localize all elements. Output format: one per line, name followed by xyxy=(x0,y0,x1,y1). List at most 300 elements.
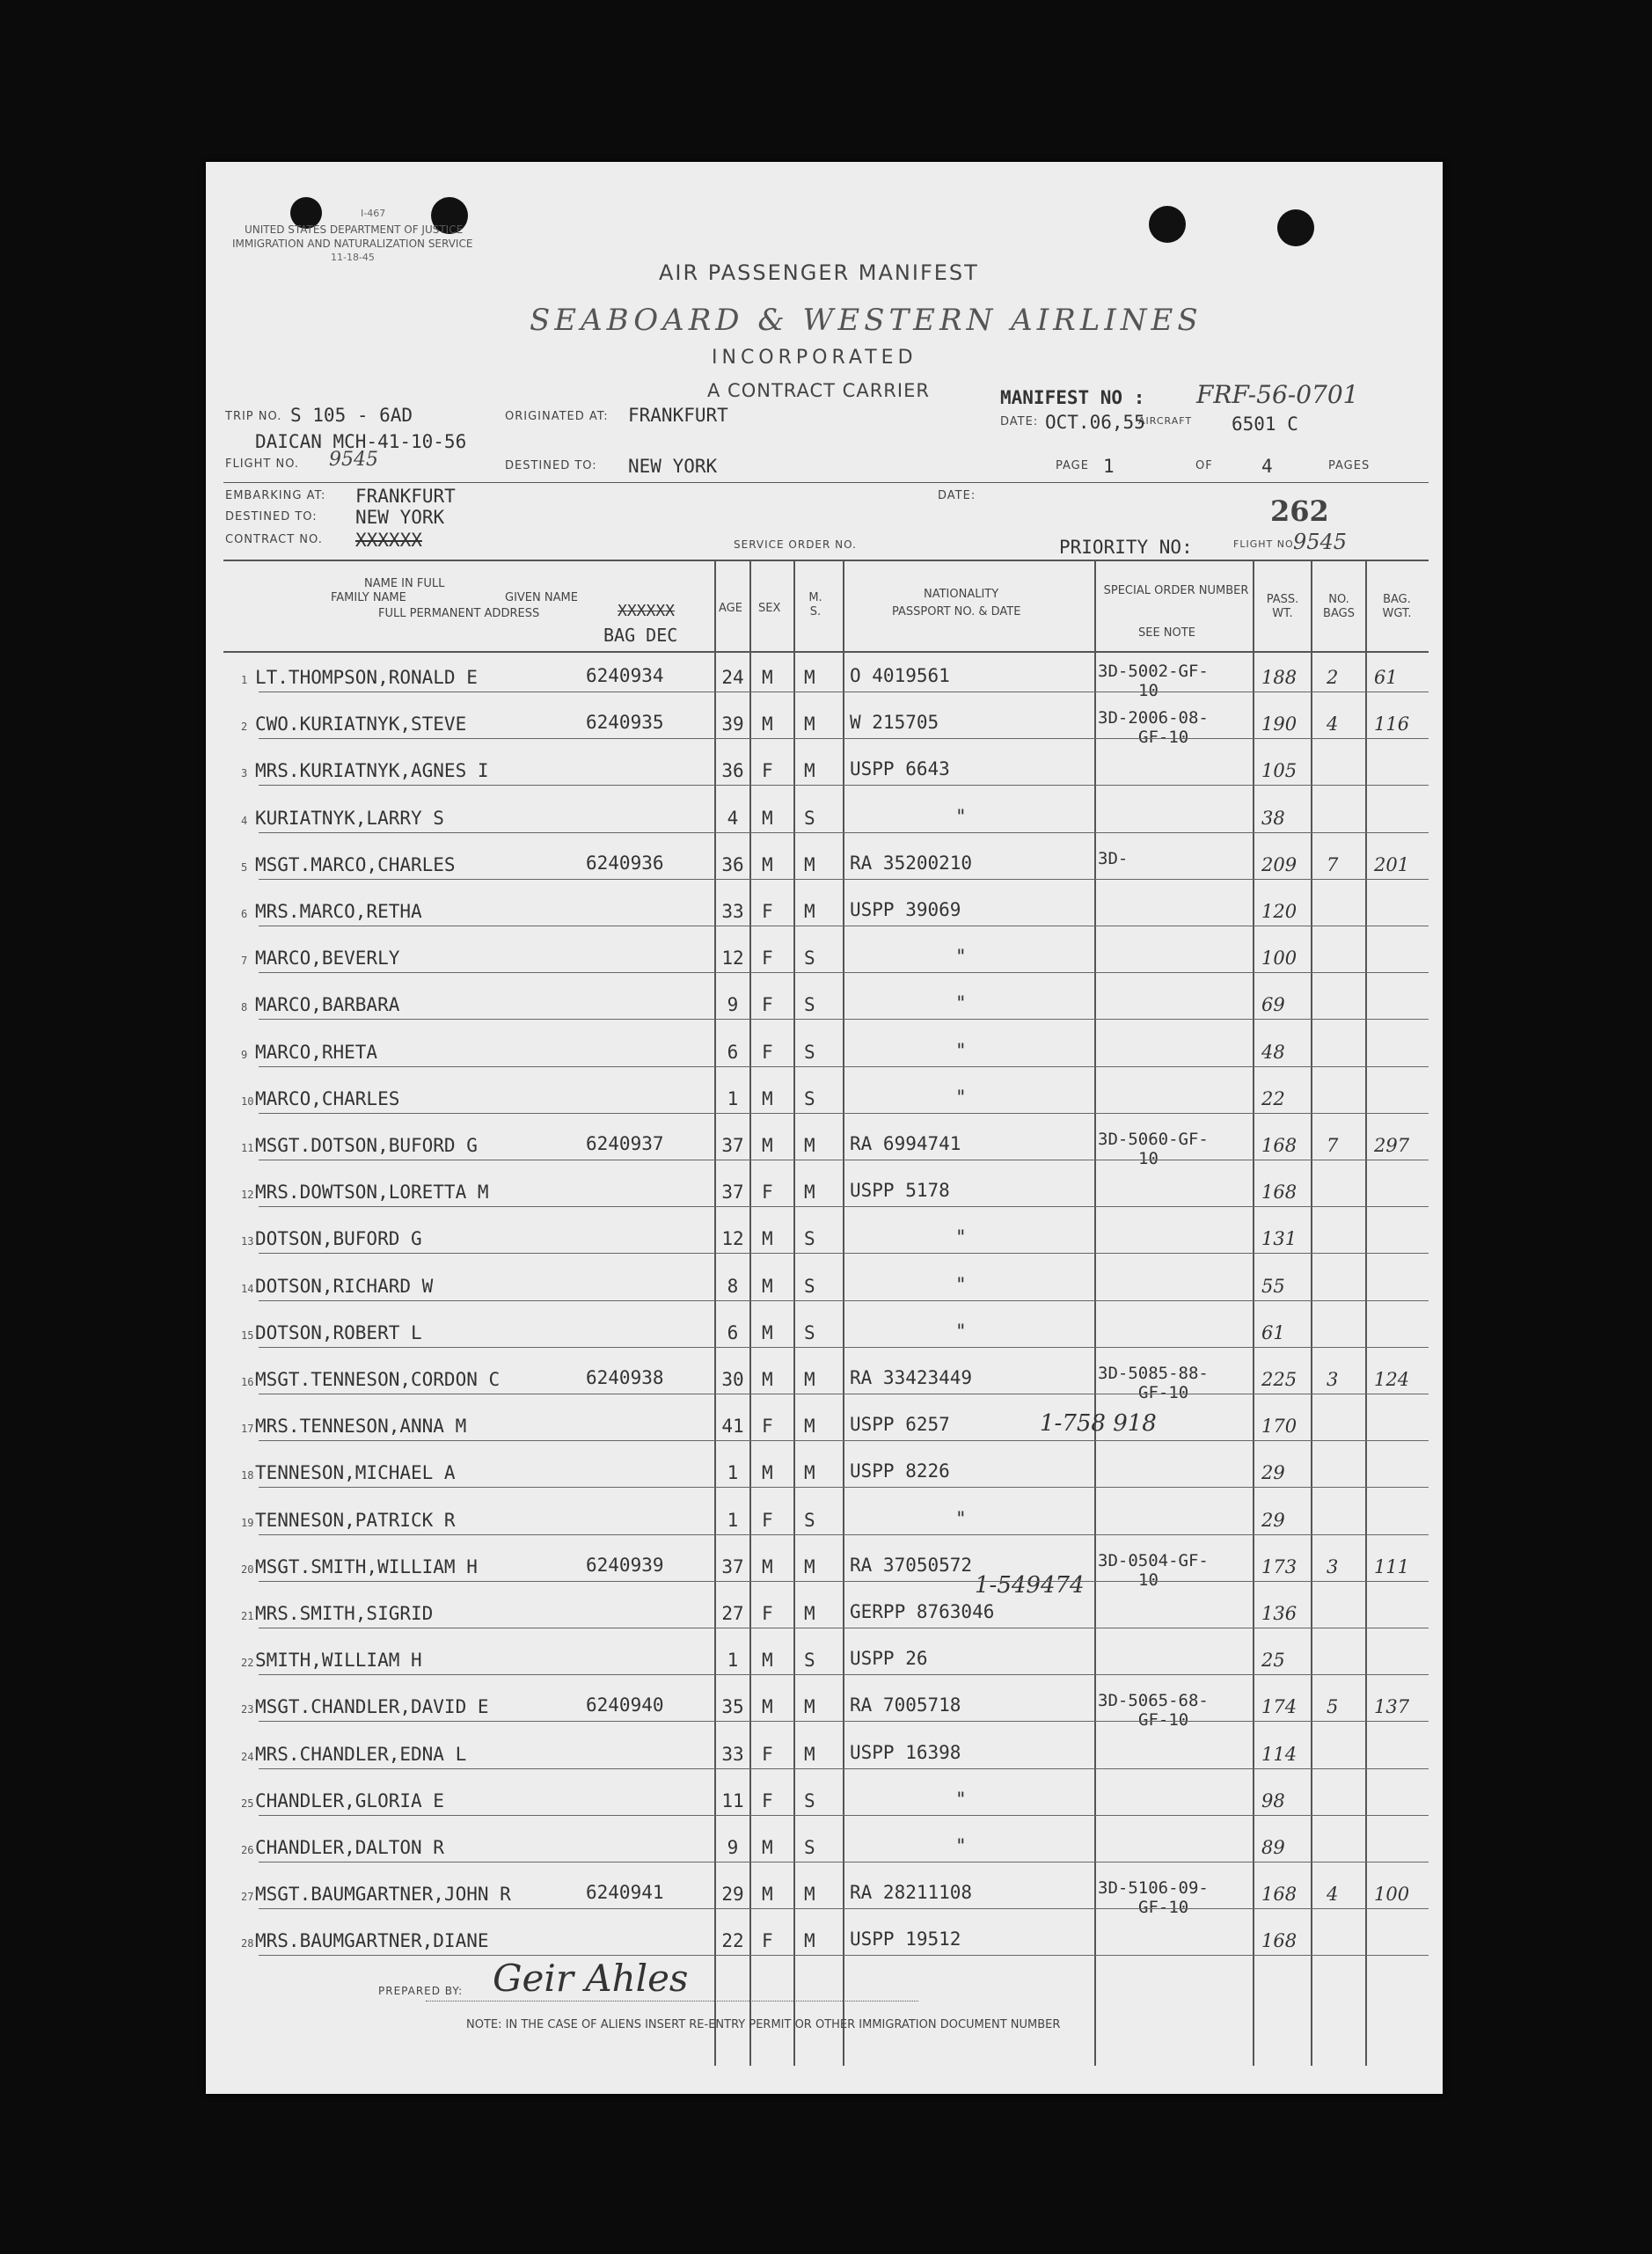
passenger-weight-cell: 114 xyxy=(1261,1744,1297,1765)
bags-count-cell: 3 xyxy=(1327,1369,1339,1390)
passenger-name: TENNESON,PATRICK R xyxy=(255,1510,456,1531)
table-row xyxy=(206,708,1443,752)
marital-status-cell: S xyxy=(804,994,815,1015)
passenger-weight-cell: 29 xyxy=(1261,1462,1285,1483)
sex-cell: F xyxy=(762,1182,773,1203)
header-divider xyxy=(223,482,1429,483)
row-rule xyxy=(259,1019,1429,1020)
manifest-page xyxy=(206,162,1443,2094)
passenger-weight-cell: 174 xyxy=(1261,1696,1297,1717)
passport-cell: USPP 6257 xyxy=(850,1414,950,1435)
passenger-weight-cell: 168 xyxy=(1261,1884,1297,1905)
age-cell: 6 xyxy=(727,1042,739,1063)
row-number: 22 xyxy=(241,1657,254,1669)
airline-name: SEABOARD & WESTERN AIRLINES xyxy=(530,303,1202,338)
passport-cell: USPP 26 xyxy=(850,1648,928,1669)
col-header-see-note: SEE NOTE xyxy=(1138,626,1195,640)
passenger-weight-cell: 173 xyxy=(1261,1556,1297,1577)
passenger-weight-cell: 225 xyxy=(1261,1369,1297,1390)
passenger-weight-cell: 89 xyxy=(1261,1837,1285,1858)
form-number: I-467 xyxy=(361,208,386,219)
age-cell: 27 xyxy=(721,1603,744,1624)
row-number: 19 xyxy=(241,1517,254,1529)
special-order-cont: GF-10 xyxy=(1138,1898,1189,1917)
passport-cell: USPP 16398 xyxy=(850,1742,961,1763)
table-row xyxy=(206,802,1443,846)
row-number: 8 xyxy=(241,1001,248,1014)
bags-count-cell: 4 xyxy=(1327,714,1339,735)
date-label: DATE: xyxy=(1000,415,1039,428)
age-cell: 6 xyxy=(727,1322,739,1343)
passenger-name: MARCO,CHARLES xyxy=(255,1088,400,1109)
passenger-name: MSGT.DOTSON,BUFORD G xyxy=(255,1135,478,1156)
age-cell: 37 xyxy=(721,1556,744,1577)
marital-status-cell: M xyxy=(804,1603,815,1624)
age-cell: 36 xyxy=(721,854,744,875)
marital-status-cell: M xyxy=(804,714,815,735)
table-row xyxy=(206,849,1443,893)
marital-status-cell: S xyxy=(804,1228,815,1249)
special-order-cell: 3D- xyxy=(1098,849,1129,868)
col-header-age: AGE xyxy=(719,602,742,615)
marital-status-cell: S xyxy=(804,1510,815,1531)
table-row xyxy=(206,1130,1443,1174)
passenger-weight-cell: 136 xyxy=(1261,1603,1297,1624)
of-label: OF xyxy=(1195,459,1213,472)
age-cell: 39 xyxy=(721,714,744,735)
passport-cell: " xyxy=(955,946,967,967)
row-rule xyxy=(259,1768,1429,1769)
special-order-cont: 10 xyxy=(1138,681,1159,700)
table-row xyxy=(206,1878,1443,1922)
col-header-family: FAMILY NAME xyxy=(331,591,406,604)
bag-dec-number: 6240934 xyxy=(586,665,664,686)
marital-status-cell: M xyxy=(804,1930,815,1951)
row-rule xyxy=(259,1113,1429,1114)
passport-cell: " xyxy=(955,1087,967,1108)
marital-status-cell: M xyxy=(804,1135,815,1156)
manifest-label: MANIFEST NO : xyxy=(1000,387,1145,408)
special-order-cell: 3D-0504-GF- xyxy=(1098,1551,1209,1570)
flight2-value: 9545 xyxy=(1293,530,1348,554)
passport-cell: USPP 5178 xyxy=(850,1180,950,1201)
row-rule xyxy=(259,1300,1429,1301)
table-row xyxy=(206,1223,1443,1267)
table-row xyxy=(206,1410,1443,1454)
special-order-cont: 10 xyxy=(1138,1570,1159,1590)
passenger-weight-cell: 170 xyxy=(1261,1416,1297,1437)
sex-cell: F xyxy=(762,994,773,1015)
row-rule xyxy=(259,1534,1429,1535)
special-order-cell: 3D-5060-GF- xyxy=(1098,1130,1209,1149)
flight2-label: FLIGHT NO. xyxy=(1233,538,1297,550)
row-number: 15 xyxy=(241,1329,254,1342)
passenger-name: MARCO,RHETA xyxy=(255,1042,378,1063)
row-rule xyxy=(259,879,1429,880)
marital-status-cell: M xyxy=(804,1884,815,1905)
priority-label: PRIORITY NO: xyxy=(1059,537,1193,558)
row-rule xyxy=(259,1721,1429,1722)
age-cell: 8 xyxy=(727,1276,739,1297)
sex-cell: F xyxy=(762,1416,773,1437)
age-cell: 41 xyxy=(721,1416,744,1437)
row-rule xyxy=(259,1440,1429,1441)
trip-number: S 105 - 6AD xyxy=(290,405,413,426)
row-number: 25 xyxy=(241,1797,254,1810)
punch-hole-icon xyxy=(1149,206,1186,243)
table-row xyxy=(206,1832,1443,1876)
contract-label: CONTRACT NO. xyxy=(225,533,323,546)
table-row xyxy=(206,1925,1443,1969)
passport-cell: USPP 39069 xyxy=(850,899,961,920)
of-value: 4 xyxy=(1261,456,1273,477)
sex-cell: M xyxy=(762,1462,773,1483)
age-cell: 36 xyxy=(721,760,744,781)
date2-label: DATE: xyxy=(938,489,976,502)
sex-cell: M xyxy=(762,1088,773,1109)
special-order-cont: GF-10 xyxy=(1138,728,1189,747)
row-rule xyxy=(259,1066,1429,1067)
passenger-weight-cell: 120 xyxy=(1261,901,1297,922)
marital-status-cell: M xyxy=(804,1182,815,1203)
table-row xyxy=(206,1457,1443,1501)
col-header-order: SPECIAL ORDER NUMBER xyxy=(1103,584,1249,597)
sex-cell: F xyxy=(762,901,773,922)
age-cell: 33 xyxy=(721,1744,744,1765)
bag-dec-number: 6240939 xyxy=(586,1555,664,1576)
passport-cell: " xyxy=(955,1321,967,1342)
destined-value: NEW YORK xyxy=(628,456,718,477)
marital-status-cell: S xyxy=(804,1276,815,1297)
bag-dec-number: 6240941 xyxy=(586,1882,664,1903)
sex-cell: F xyxy=(762,760,773,781)
table-row xyxy=(206,1691,1443,1735)
row-rule xyxy=(259,1908,1429,1909)
row-number: 10 xyxy=(241,1095,254,1108)
row-number: 11 xyxy=(241,1142,254,1154)
handwritten-permit: 1-758 918 xyxy=(1040,1410,1157,1437)
passenger-name: MRS.TENNESON,ANNA M xyxy=(255,1416,467,1437)
sex-cell: M xyxy=(762,667,773,688)
marital-status-cell: M xyxy=(804,1369,815,1390)
row-number: 18 xyxy=(241,1469,254,1482)
passenger-name: TENNESON,MICHAEL A xyxy=(255,1462,456,1483)
marital-status-cell: M xyxy=(804,667,815,688)
carrier-label: A CONTRACT CARRIER xyxy=(707,380,930,401)
pages-label: PAGES xyxy=(1328,459,1371,472)
special-order-cell: 3D-5002-GF- xyxy=(1098,662,1209,681)
contract-value: XXXXXX xyxy=(355,530,422,551)
age-cell: 37 xyxy=(721,1182,744,1203)
marital-status-cell: M xyxy=(804,854,815,875)
table-row xyxy=(206,1364,1443,1408)
age-cell: 9 xyxy=(727,1837,739,1858)
col-header-bagdec: BAG DEC xyxy=(603,625,678,646)
sex-cell: M xyxy=(762,1884,773,1905)
bag-dec-number: 6240936 xyxy=(586,853,664,874)
sex-cell: F xyxy=(762,1930,773,1951)
punch-hole-icon xyxy=(1277,209,1314,246)
sex-cell: M xyxy=(762,1228,773,1249)
col-header-pass-wt: PASS. WT. xyxy=(1266,593,1299,620)
row-number: 17 xyxy=(241,1423,254,1435)
age-cell: 12 xyxy=(721,1228,744,1249)
row-number: 7 xyxy=(241,955,248,967)
age-cell: 12 xyxy=(721,948,744,969)
passport-cell: USPP 19512 xyxy=(850,1928,961,1950)
service-name: IMMIGRATION AND NATURALIZATION SERVICE xyxy=(232,238,473,250)
destined2-value: NEW YORK xyxy=(355,507,445,528)
col-header-given: GIVEN NAME xyxy=(505,591,578,604)
age-cell: 29 xyxy=(721,1884,744,1905)
special-order-cont: GF-10 xyxy=(1138,1710,1189,1730)
passenger-weight-cell: 69 xyxy=(1261,994,1285,1015)
bag-dec-number: 6240940 xyxy=(586,1694,664,1716)
age-cell: 1 xyxy=(727,1650,739,1671)
passenger-name: MSGT.MARCO,CHARLES xyxy=(255,854,456,875)
table-row xyxy=(206,1644,1443,1688)
bags-count-cell: 5 xyxy=(1327,1696,1339,1717)
row-number: 23 xyxy=(241,1703,254,1716)
row-rule xyxy=(259,1206,1429,1207)
marital-status-cell: M xyxy=(804,1462,815,1483)
passport-cell: " xyxy=(955,1835,967,1856)
age-cell: 1 xyxy=(727,1462,739,1483)
table-row xyxy=(206,662,1443,706)
passenger-weight-cell: 168 xyxy=(1261,1930,1297,1951)
table-row xyxy=(206,989,1443,1033)
table-row xyxy=(206,942,1443,986)
table-row xyxy=(206,1598,1443,1642)
passenger-name: MRS.KURIATNYK,AGNES I xyxy=(255,760,489,781)
passport-cell: " xyxy=(955,1040,967,1061)
passport-cell: GERPP 8763046 xyxy=(850,1601,995,1622)
trip-label: TRIP NO. xyxy=(225,410,282,423)
marital-status-cell: S xyxy=(804,1837,815,1858)
col-header-sex: SEX xyxy=(758,602,781,615)
bag-weight-cell: 124 xyxy=(1374,1369,1410,1390)
age-cell: 11 xyxy=(721,1790,744,1811)
passenger-name: MRS.MARCO,RETHA xyxy=(255,901,422,922)
bag-weight-cell: 137 xyxy=(1374,1696,1410,1717)
bags-count-cell: 4 xyxy=(1327,1884,1339,1905)
destined-label: DESTINED TO: xyxy=(505,459,597,472)
passenger-name: MSGT.SMITH,WILLIAM H xyxy=(255,1556,478,1577)
passenger-name: DOTSON,RICHARD W xyxy=(255,1276,434,1297)
passenger-weight-cell: 98 xyxy=(1261,1790,1285,1811)
marital-status-cell: S xyxy=(804,948,815,969)
special-order-cell: 3D-5085-88- xyxy=(1098,1364,1209,1383)
table-row xyxy=(206,1176,1443,1220)
passenger-name: MSGT.BAUMGARTNER,JOHN R xyxy=(255,1884,511,1905)
row-number: 6 xyxy=(241,908,248,920)
passenger-weight-cell: 209 xyxy=(1261,854,1297,875)
bag-dec-number: 6240938 xyxy=(586,1367,664,1388)
aircraft-label: AIRCRAFT xyxy=(1138,415,1193,427)
row-rule xyxy=(259,785,1429,786)
row-number: 2 xyxy=(241,721,248,733)
passenger-name: KURIATNYK,LARRY S xyxy=(255,808,444,829)
sex-cell: M xyxy=(762,1556,773,1577)
table-row xyxy=(206,1036,1443,1080)
row-rule xyxy=(259,1487,1429,1488)
marital-status-cell: S xyxy=(804,1650,815,1671)
marital-status-cell: S xyxy=(804,808,815,829)
row-number: 28 xyxy=(241,1937,254,1950)
sex-cell: M xyxy=(762,1369,773,1390)
marital-status-cell: S xyxy=(804,1322,815,1343)
prepared-label: PREPARED BY: xyxy=(378,1985,464,1997)
sex-cell: M xyxy=(762,1322,773,1343)
row-number: 1 xyxy=(241,674,248,686)
age-cell: 1 xyxy=(727,1510,739,1531)
department-name: UNITED STATES DEPARTMENT OF JUSTICE xyxy=(245,223,464,236)
passport-cell: " xyxy=(955,1274,967,1295)
marital-status-cell: M xyxy=(804,760,815,781)
number-262: 262 xyxy=(1270,494,1329,528)
bag-weight-cell: 297 xyxy=(1374,1135,1410,1156)
marital-status-cell: S xyxy=(804,1790,815,1811)
col-header-name: NAME IN FULL xyxy=(364,577,445,590)
row-number: 16 xyxy=(241,1376,254,1388)
row-number: 4 xyxy=(241,815,248,827)
passport-cell: RA 37050572 xyxy=(850,1555,973,1576)
sex-cell: F xyxy=(762,1042,773,1063)
table-row xyxy=(206,896,1443,940)
row-rule xyxy=(259,738,1429,739)
row-number: 13 xyxy=(241,1235,254,1248)
age-cell: 30 xyxy=(721,1369,744,1390)
passenger-name: MARCO,BEVERLY xyxy=(255,948,400,969)
table-row xyxy=(206,1317,1443,1361)
row-number: 14 xyxy=(241,1283,254,1295)
bag-weight-cell: 100 xyxy=(1374,1884,1410,1905)
manifest-number: FRF-56-0701 xyxy=(1196,380,1359,409)
passport-cell: RA 33423449 xyxy=(850,1367,973,1388)
sex-cell: M xyxy=(762,1135,773,1156)
col-header-ms: M. S. xyxy=(808,591,822,618)
bags-count-cell: 3 xyxy=(1327,1556,1339,1577)
col-header-bag-wgt: BAG. WGT. xyxy=(1382,593,1412,620)
sex-cell: F xyxy=(762,1744,773,1765)
passenger-name: CHANDLER,GLORIA E xyxy=(255,1790,444,1811)
passport-cell: USPP 6643 xyxy=(850,758,950,779)
passenger-name: MARCO,BARBARA xyxy=(255,994,400,1015)
passport-cell: USPP 8226 xyxy=(850,1460,950,1482)
passenger-weight-cell: 29 xyxy=(1261,1510,1285,1531)
row-number: 20 xyxy=(241,1563,254,1576)
passenger-name: CHANDLER,DALTON R xyxy=(255,1837,444,1858)
special-order-cont: GF-10 xyxy=(1138,1383,1189,1402)
row-number: 24 xyxy=(241,1751,254,1763)
bag-dec-number: 6240937 xyxy=(586,1133,664,1154)
special-order-cell: 3D-2006-08- xyxy=(1098,708,1209,728)
originated-value: FRANKFURT xyxy=(628,405,728,426)
age-cell: 9 xyxy=(727,994,739,1015)
row-rule xyxy=(259,1347,1429,1348)
age-cell: 1 xyxy=(727,1088,739,1109)
sex-cell: M xyxy=(762,808,773,829)
flight-number: 9545 xyxy=(329,449,378,471)
sex-cell: M xyxy=(762,1650,773,1671)
marital-status-cell: M xyxy=(804,1416,815,1437)
table-top-rule xyxy=(223,560,1429,561)
passport-cell: " xyxy=(955,1508,967,1529)
passport-cell: O 4019561 xyxy=(850,665,950,686)
passenger-weight-cell: 168 xyxy=(1261,1135,1297,1156)
age-cell: 24 xyxy=(721,667,744,688)
passenger-weight-cell: 131 xyxy=(1261,1228,1297,1249)
sex-cell: M xyxy=(762,714,773,735)
handwritten-permit: 1-549474 xyxy=(975,1572,1085,1599)
marital-status-cell: M xyxy=(804,1696,815,1717)
passport-cell: RA 35200210 xyxy=(850,853,973,874)
table-row xyxy=(206,1785,1443,1829)
passenger-weight-cell: 25 xyxy=(1261,1650,1285,1671)
passport-cell: W 215705 xyxy=(850,712,939,733)
row-rule xyxy=(259,832,1429,833)
table-row xyxy=(206,1738,1443,1782)
passport-cell: " xyxy=(955,992,967,1014)
sex-cell: M xyxy=(762,1276,773,1297)
marital-status-cell: S xyxy=(804,1042,815,1063)
bags-count-cell: 2 xyxy=(1327,667,1339,688)
age-cell: 33 xyxy=(721,901,744,922)
sex-cell: M xyxy=(762,1837,773,1858)
sex-cell: M xyxy=(762,854,773,875)
bag-weight-cell: 111 xyxy=(1374,1556,1410,1577)
row-number: 26 xyxy=(241,1844,254,1856)
bags-count-cell: 7 xyxy=(1327,854,1339,875)
passport-cell: " xyxy=(955,1789,967,1810)
passport-cell: " xyxy=(955,1226,967,1248)
sex-cell: F xyxy=(762,948,773,969)
embarking-label: EMBARKING AT: xyxy=(225,489,326,502)
passenger-name: MRS.BAUMGARTNER,DIANE xyxy=(255,1930,489,1951)
signature-line xyxy=(426,2001,918,2002)
col-header-nationality: NATIONALITY xyxy=(924,588,999,601)
passenger-weight-cell: 190 xyxy=(1261,714,1297,735)
marital-status-cell: S xyxy=(804,1088,815,1109)
sex-cell: M xyxy=(762,1696,773,1717)
bag-weight-cell: 116 xyxy=(1374,714,1410,735)
row-rule xyxy=(259,1955,1429,1956)
special-order-cont: 10 xyxy=(1138,1149,1159,1168)
passenger-name: MRS.DOWTSON,LORETTA M xyxy=(255,1182,489,1203)
row-rule xyxy=(259,1815,1429,1816)
row-rule xyxy=(259,1253,1429,1254)
col-header-passport: PASSPORT NO. & DATE xyxy=(892,605,1021,618)
passenger-weight-cell: 55 xyxy=(1261,1276,1285,1297)
row-number: 27 xyxy=(241,1891,254,1903)
daican-number: DAICAN MCH-41-10-56 xyxy=(255,431,467,452)
passenger-name: MSGT.CHANDLER,DAVID E xyxy=(255,1696,489,1717)
row-rule xyxy=(259,1581,1429,1582)
age-cell: 35 xyxy=(721,1696,744,1717)
passenger-name: MRS.CHANDLER,EDNA L xyxy=(255,1744,467,1765)
page-label: PAGE xyxy=(1056,459,1089,472)
col-header-no-bags: NO. BAGS xyxy=(1323,593,1355,620)
passenger-name: CWO.KURIATNYK,STEVE xyxy=(255,714,467,735)
sex-cell: F xyxy=(762,1790,773,1811)
marital-status-cell: M xyxy=(804,1556,815,1577)
sex-cell: F xyxy=(762,1510,773,1531)
service-order-label: SERVICE ORDER NO. xyxy=(734,538,857,551)
marital-status-cell: M xyxy=(804,901,815,922)
row-number: 9 xyxy=(241,1049,248,1061)
date-value: OCT.06,55 xyxy=(1045,412,1145,433)
form-date: 11-18-45 xyxy=(331,252,375,263)
